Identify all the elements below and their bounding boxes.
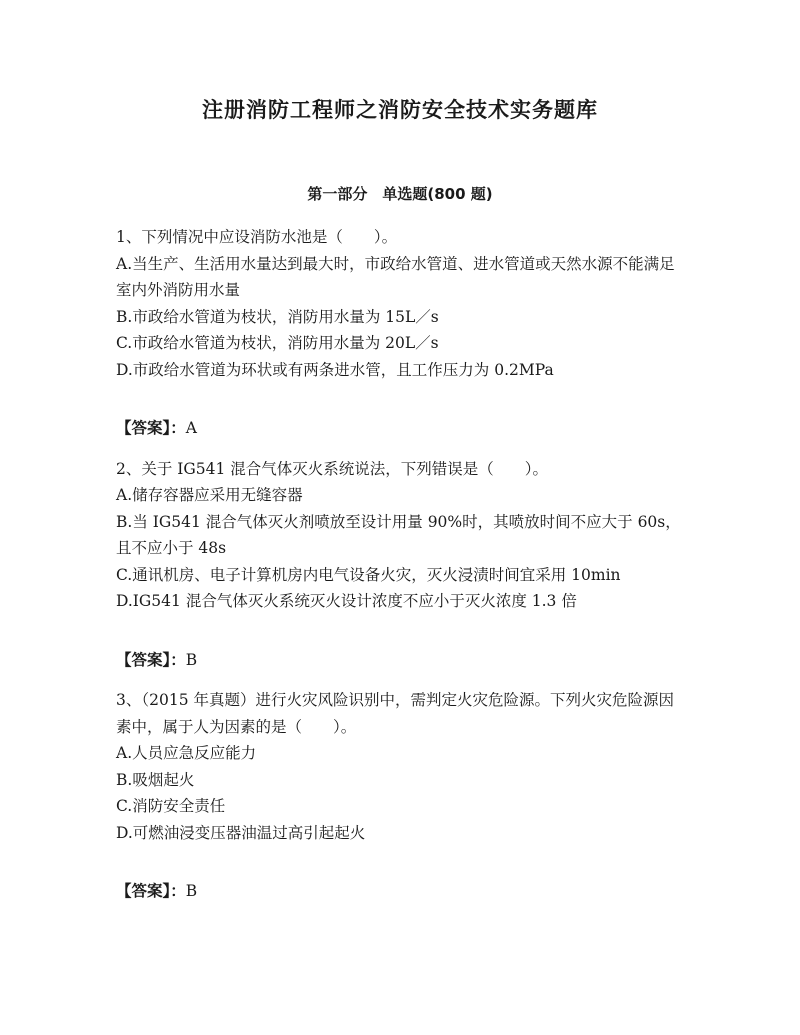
answer xyxy=(116,878,686,905)
option-d: D.可燃油浸变压器油温过高引起起火 xyxy=(116,823,366,842)
option-a: A.储存容器应采用无缝容器 xyxy=(116,486,303,504)
answer xyxy=(116,647,686,674)
answer-label: 【答案】： xyxy=(116,419,186,437)
answer xyxy=(116,415,686,442)
question-stem: 2、关于 IG541 混合气体灭火系统说法，下列错误是（ ）。 xyxy=(116,459,549,478)
answer-value: B xyxy=(185,882,198,900)
question-list xyxy=(116,224,686,919)
option-c: C.市政给水管道为枝状，消防用水量为 20L／s xyxy=(116,334,439,352)
question-stem: 3、（2015 年真题）进行火灾风险识别中，需判定火灾危险源。下列火灾危险源因素中，属于人为因素的是（ ）。 xyxy=(116,691,674,736)
option-d: D.市政给水管道为环状或有两条进水管，且工作压力为 0.2MPa xyxy=(116,360,554,379)
question-2 xyxy=(116,456,686,674)
option-b: B.吸烟起火 xyxy=(116,770,195,789)
question-stem: 1、下列情况中应设消防水池是（ ）。 xyxy=(116,228,398,246)
page-title: 注册消防工程师之消防安全技术实务题库 xyxy=(202,98,598,122)
answer-value: B xyxy=(185,650,198,669)
option-a: A.人员应急反应能力 xyxy=(116,744,257,762)
answer-label: 【答案】： xyxy=(116,882,186,900)
answer-value: A xyxy=(185,419,197,437)
answer-label: 【答案】： xyxy=(116,650,186,669)
option-c: C.通讯机房、电子计算机房内电气设备火灾，灭火浸渍时间宜采用 10min xyxy=(116,565,621,584)
option-b: B.市政给水管道为枝状，消防用水量为 15L／s xyxy=(116,307,439,326)
question-3 xyxy=(116,687,686,905)
option-a: A.当生产、生活用水量达到最大时，市政给水管道、进水管道或天然水源不能满足室内外消防用水量 xyxy=(116,254,675,299)
option-b: B.当 IG541 混合气体灭火剂喷放至设计用量 90%时，其喷放时间不应大于 60s，且不应小于 48s xyxy=(116,512,681,557)
option-c: C.消防安全责任 xyxy=(116,797,226,815)
section-title: 第一部分 单选题(800 题) xyxy=(307,185,493,203)
question-1 xyxy=(116,224,686,442)
option-d: D.IG541 混合气体灭火系统灭火设计浓度不应小于灭火浓度 1.3 倍 xyxy=(116,592,577,610)
